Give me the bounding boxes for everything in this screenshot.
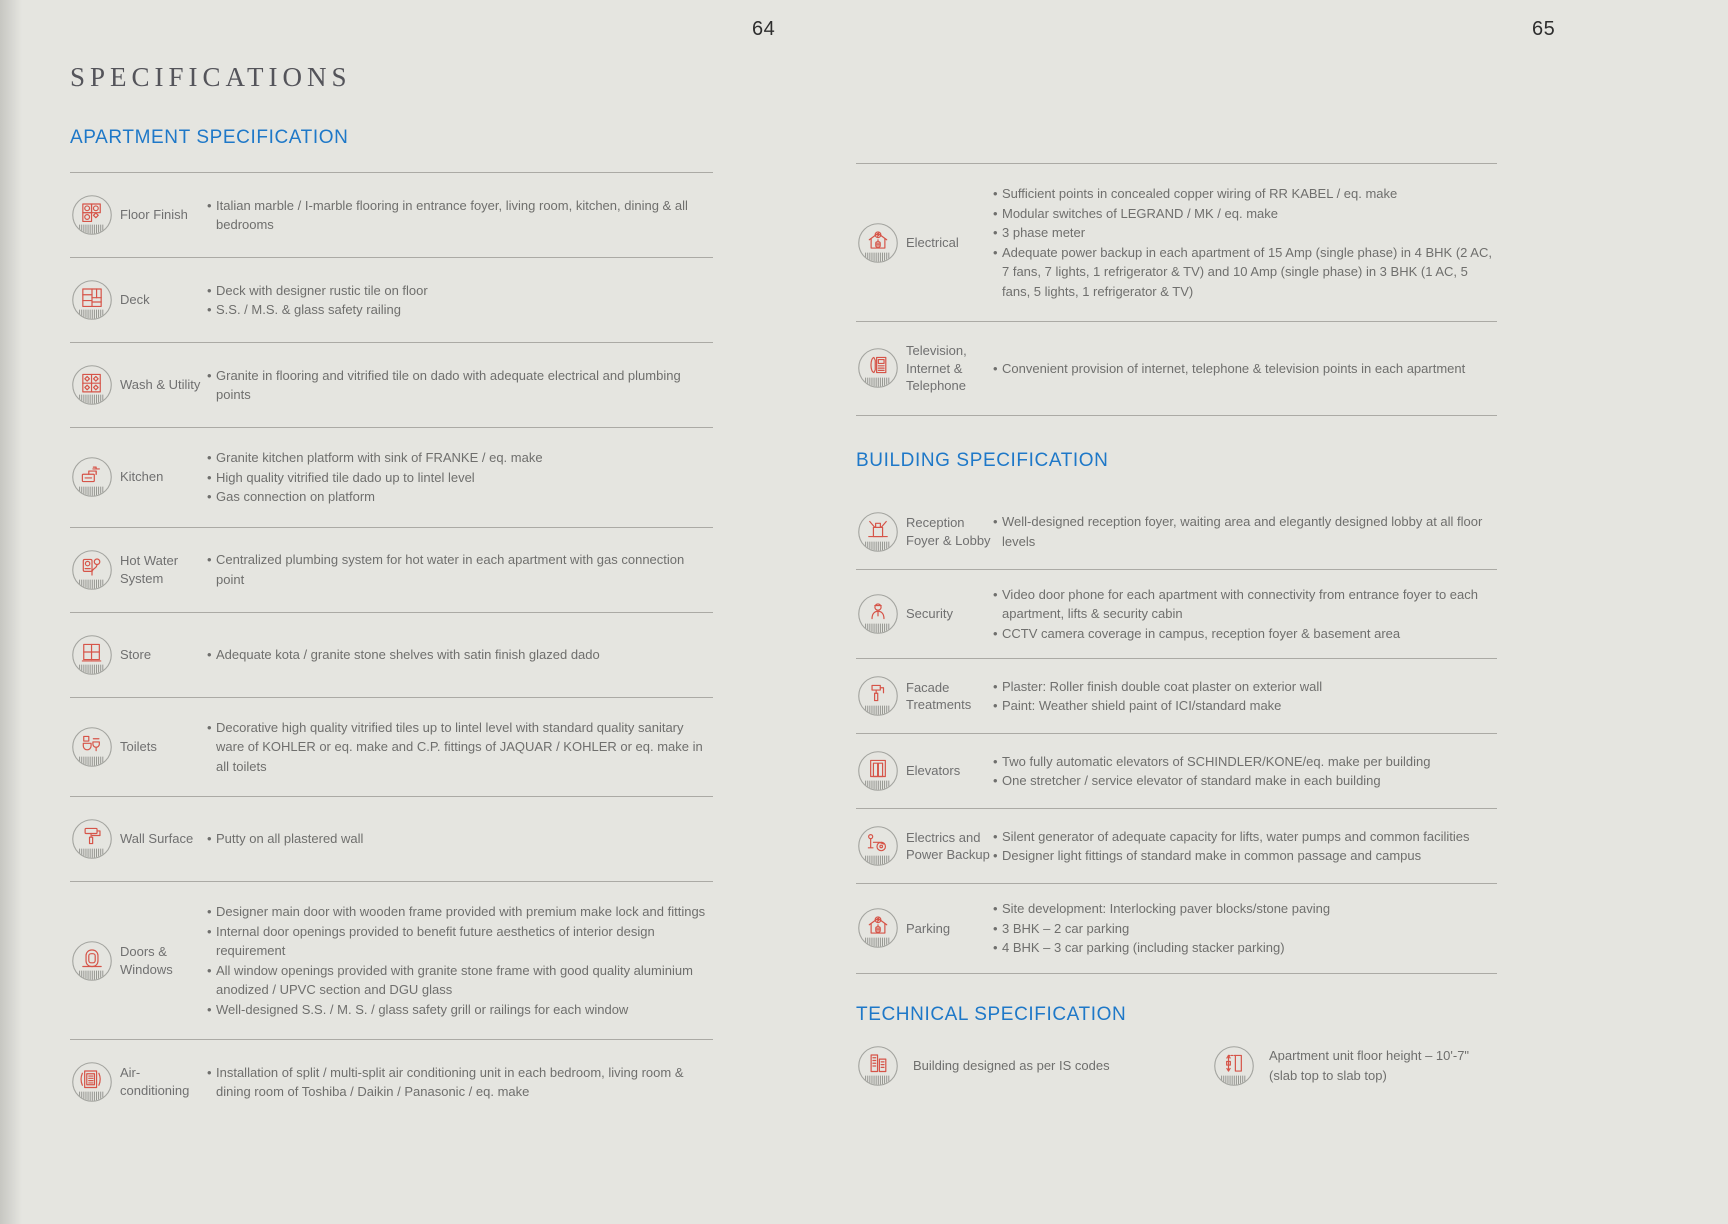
deck-tiles-icon (70, 278, 114, 322)
spec-row (856, 734, 1497, 809)
apartment-spec-rows-right (856, 163, 1497, 416)
spec-bullet (207, 468, 713, 488)
toilet-icon (70, 725, 114, 769)
apartment-spec-rows-left (70, 172, 713, 1124)
spec-bullet-text: Putty on all plastered wall (216, 831, 364, 847)
spec-bullet-text: 3 BHK – 2 car parking (1002, 920, 1130, 936)
spec-row-bullets (207, 718, 713, 777)
spec-bullet-text: Well-designed reception foyer, waiting area and elegantly designed lobby at all floor levels (1002, 514, 1483, 549)
spec-row (70, 258, 713, 343)
bullet-dot-icon: • (207, 367, 212, 383)
spec-row (856, 809, 1497, 884)
spec-bullet (993, 696, 1497, 716)
spec-bullet (993, 899, 1497, 919)
technical-spec-text: Building designed as per IS codes (913, 1057, 1110, 1073)
kitchen-sink-icon (70, 455, 114, 499)
spec-bullet-text: One stretcher / service elevator of standard make in each building (1002, 773, 1381, 789)
spec-bullet-text: Well-designed S.S. / M. S. / glass safety grill or railings for each window (216, 1001, 629, 1017)
bullet-dot-icon: • (993, 698, 998, 714)
spec-row-bullets (207, 645, 713, 665)
spec-row (70, 428, 713, 528)
spec-row (856, 164, 1497, 322)
bullet-dot-icon: • (207, 469, 212, 485)
spec-bullet (993, 243, 1497, 302)
spec-bullet (207, 1063, 713, 1102)
bullet-dot-icon: • (993, 920, 998, 936)
spec-row-label: Toilets (120, 738, 157, 754)
spec-bullet (207, 718, 713, 777)
spec-bullet (993, 359, 1497, 379)
spec-row-bullets (207, 550, 713, 589)
bullet-dot-icon: • (207, 489, 212, 504)
bullet-dot-icon: • (207, 450, 212, 465)
spec-bullet (993, 184, 1497, 204)
spec-row-bullets (207, 902, 713, 1019)
spec-row-label: Floor Finish (120, 207, 188, 223)
spec-row (70, 528, 713, 613)
spec-bullet-text: Video door phone for each apartment with connectivity from entrance foyer to each apartment, lifts & security cabin (1002, 586, 1478, 622)
spec-row-label: Hot Water System (120, 552, 179, 586)
paint-roller-icon (70, 817, 114, 861)
spec-row-label: Reception Foyer & Lobby (906, 515, 991, 548)
spec-bullet-text: CCTV camera coverage in campus, reception foyer & basement area (1002, 625, 1401, 641)
bullet-dot-icon: • (207, 1064, 212, 1080)
spec-row (70, 343, 713, 428)
spec-bullet (993, 512, 1497, 551)
spec-row-label: Doors & Windows (120, 943, 173, 977)
spec-bullet-text: Italian marble / I-marble flooring in entrance foyer, living room, kitchen, dining & all bedrooms (216, 197, 688, 232)
spec-row-label: Store (120, 646, 152, 662)
spec-bullet-text: Gas connection on platform (216, 489, 375, 504)
spec-bullet-text: Deck with designer rustic tile on floor (216, 282, 428, 298)
spec-bullet-text: 4 BHK – 3 car parking (including stacker parking) (1002, 940, 1285, 956)
bullet-dot-icon: • (207, 962, 212, 978)
spec-bullet (993, 223, 1497, 243)
spec-bullet-text: 3 phase meter (1002, 225, 1086, 240)
spec-row-label: Wash & Utility (120, 377, 201, 393)
spec-bullet (207, 487, 713, 507)
spec-bullet (207, 448, 713, 468)
spec-bullet (993, 204, 1497, 224)
spec-row-bullets (207, 448, 713, 507)
bullet-dot-icon: • (993, 940, 998, 956)
spec-row-label: Parking (906, 920, 951, 936)
spec-bullet (207, 902, 713, 922)
spec-row (70, 613, 713, 698)
technical-spec-heading: TECHNICAL SPECIFICATION (856, 1003, 1127, 1025)
spec-row (856, 495, 1497, 570)
spec-bullet-text: Modular switches of LEGRAND / MK / eq. make (1002, 205, 1278, 221)
floor-finish-tiles-icon (70, 193, 114, 237)
bullet-dot-icon: • (993, 225, 998, 240)
spec-bullet-text: High quality vitrified tile dado up to lintel level (216, 469, 475, 485)
bullet-dot-icon: • (993, 360, 998, 376)
spec-row-bullets (207, 829, 713, 849)
bullet-dot-icon: • (993, 205, 998, 221)
spec-row-bullets (993, 585, 1497, 644)
facade-roller-icon (856, 674, 900, 718)
bullet-dot-icon: • (993, 901, 998, 917)
spec-bullet (993, 938, 1497, 958)
bullet-dot-icon: • (993, 625, 998, 641)
left-page-column (70, 62, 713, 1124)
spec-bullet-text: Internal door openings provided to benefit future aesthetics of interior design requirement (216, 923, 655, 958)
spec-row-bullets (993, 359, 1497, 379)
spec-row-label: Wall Surface (120, 831, 194, 847)
technical-spec-items (856, 1044, 1497, 1088)
spec-bullet-text: S.S. / M.S. & glass safety railing (216, 302, 401, 317)
apartment-spec-heading: APARTMENT SPECIFICATION (70, 127, 349, 148)
spec-bullet-text: Designer main door with wooden frame provided with premium make lock and fittings (216, 904, 706, 919)
spec-bullet (207, 196, 713, 235)
spec-bullet (207, 922, 713, 961)
spec-row-bullets (207, 1063, 713, 1102)
spec-bullet-text: Site development: Interlocking paver blocks/stone paving (1002, 901, 1331, 917)
spec-row-label: Elevators (906, 763, 961, 779)
spec-bullet (993, 752, 1497, 772)
spec-row-label: Facade Treatments (906, 679, 972, 713)
spec-row-bullets (207, 196, 713, 235)
bullet-dot-icon: • (207, 719, 212, 735)
spec-bullet (207, 1000, 713, 1020)
spec-row-bullets (993, 184, 1497, 301)
spec-row-bullets (207, 366, 713, 405)
spec-row (856, 570, 1497, 660)
spec-bullet-text: Sufficient points in concealed copper wiring of RR KABEL / eq. make (1002, 186, 1398, 201)
spec-bullet-text: Convenient provision of internet, telephone & television points in each apartment (1002, 360, 1466, 376)
reception-desk-icon (856, 510, 900, 554)
floor-height-icon (1212, 1044, 1256, 1088)
spec-row-label: Security (906, 606, 953, 622)
water-heater-icon (70, 548, 114, 592)
spec-bullet (993, 624, 1497, 644)
bullet-dot-icon: • (207, 1001, 212, 1017)
spec-bullet (207, 366, 713, 405)
spec-bullet-text: Adequate power backup in each apartment of 15 Amp (single phase) in 4 BHK (2 AC, 7 fans, 7 lights, 1 refrigerator & TV) and 10 Amp (single phase) in 3 BHK (1 AC, 5 fans, 5 lights, 1 refrigerator & TV) (1002, 244, 1492, 299)
bullet-dot-icon: • (207, 197, 212, 213)
bullet-dot-icon: • (993, 848, 998, 864)
spec-row (856, 884, 1497, 974)
spec-row-label: Television, Internet & Telephone (906, 343, 967, 394)
bullet-dot-icon: • (993, 678, 998, 694)
spec-row (70, 797, 713, 882)
spec-row (70, 698, 713, 798)
spec-row-bullets (993, 827, 1497, 866)
building-spec-heading: BUILDING SPECIFICATION (856, 449, 1109, 471)
store-shelf-icon (70, 633, 114, 677)
parking-icon (856, 906, 900, 950)
spec-bullet (993, 827, 1497, 847)
spec-row (70, 1040, 713, 1124)
bullet-dot-icon: • (207, 552, 212, 567)
page-number-right: 65 (1532, 18, 1556, 40)
spec-bullet-text: Two fully automatic elevators of SCHINDLER/KONE/eq. make per building (1002, 753, 1431, 769)
air-conditioner-icon (70, 1060, 114, 1104)
bullet-dot-icon: • (207, 282, 212, 298)
bullet-dot-icon: • (207, 923, 212, 939)
bullet-dot-icon: • (207, 302, 212, 317)
spec-bullet (993, 846, 1497, 866)
bullet-dot-icon: • (993, 773, 998, 789)
spec-row-label: Deck (120, 292, 150, 308)
building-codes-icon (856, 1044, 900, 1088)
spec-bullet (207, 645, 713, 665)
spec-row-bullets (993, 752, 1497, 791)
bullet-dot-icon: • (993, 244, 998, 260)
spec-row-label: Electrics and Power Backup (906, 829, 990, 863)
spec-bullet (207, 961, 713, 1000)
spec-bullet (993, 677, 1497, 697)
spec-bullet (207, 300, 713, 320)
spec-bullet-text: All window openings provided with granite stone frame with good quality aluminium anodized / UPVC section and DGU glass (216, 962, 693, 997)
building-spec-rows (856, 495, 1497, 974)
spec-bullet (207, 550, 713, 589)
bullet-dot-icon: • (993, 586, 998, 602)
generator-icon (856, 824, 900, 868)
technical-spec-item (856, 1044, 1212, 1088)
spec-bullet (207, 281, 713, 301)
spec-row-bullets (207, 281, 713, 320)
spec-bullet (993, 919, 1497, 939)
spec-bullet-text: Centralized plumbing system for hot water in each apartment with gas connection point (216, 552, 685, 587)
spec-row-label: Electrical (906, 234, 959, 250)
technical-spec-item (1212, 1044, 1497, 1088)
electrical-plug-icon (856, 221, 900, 265)
spec-row-bullets (993, 677, 1497, 716)
spec-bullet-text: Installation of split / multi-split air conditioning unit in each bedroom, living room & dining room of Toshiba / Daikin / Panasonic / eq. make (216, 1064, 684, 1099)
bullet-dot-icon: • (993, 514, 998, 530)
door-icon (70, 939, 114, 983)
spec-row-bullets (993, 899, 1497, 958)
spec-bullet (993, 771, 1497, 791)
spec-bullet-text: Granite in flooring and vitrified tile on dado with adequate electrical and plumbing points (216, 367, 681, 402)
spec-bullet-text: Silent generator of adequate capacity for lifts, water pumps and common facilities (1002, 828, 1470, 844)
spec-bullet (207, 829, 713, 849)
page-title: SPECIFICATIONS (70, 62, 352, 92)
spec-row (70, 882, 713, 1040)
spec-row (856, 322, 1497, 416)
bullet-dot-icon: • (207, 904, 212, 919)
page-number-left: 64 (752, 18, 776, 40)
spec-row-label: Air-conditioning (120, 1065, 190, 1098)
bullet-dot-icon: • (993, 753, 998, 769)
elevator-icon (856, 749, 900, 793)
spec-row (70, 173, 713, 258)
bullet-dot-icon: • (993, 186, 998, 201)
spec-bullet-text: Designer light fittings of standard make in common passage and campus (1002, 848, 1422, 864)
spec-row (856, 659, 1497, 734)
bullet-dot-icon: • (993, 828, 998, 844)
telephone-tv-icon (856, 346, 900, 390)
spec-row-bullets (993, 512, 1497, 551)
bullet-dot-icon: • (207, 831, 212, 847)
technical-spec-text: Apartment unit floor height – 10'-7" (slab top to slab top) (1269, 1048, 1470, 1083)
spec-bullet-text: Adequate kota / granite stone shelves with satin finish glazed dado (216, 646, 600, 662)
spec-bullet (993, 585, 1497, 624)
wash-utility-icon (70, 363, 114, 407)
right-page-column (856, 163, 1497, 1088)
bullet-dot-icon: • (207, 646, 212, 662)
spec-bullet-text: Paint: Weather shield paint of ICI/standard make (1002, 698, 1282, 714)
security-guard-icon (856, 592, 900, 636)
spec-bullet-text: Decorative high quality vitrified tiles up to lintel level with standard quality sanitary ware of KOHLER or eq. make and C.P. fittings of JAQUAR / KOHLER or eq. make in all toilets (216, 719, 703, 774)
page-fold-shade (0, 0, 22, 1224)
spec-row-label: Kitchen (120, 469, 164, 485)
spec-bullet-text: Granite kitchen platform with sink of FRANKE / eq. make (216, 450, 543, 465)
spec-bullet-text: Plaster: Roller finish double coat plaster on exterior wall (1002, 678, 1323, 694)
